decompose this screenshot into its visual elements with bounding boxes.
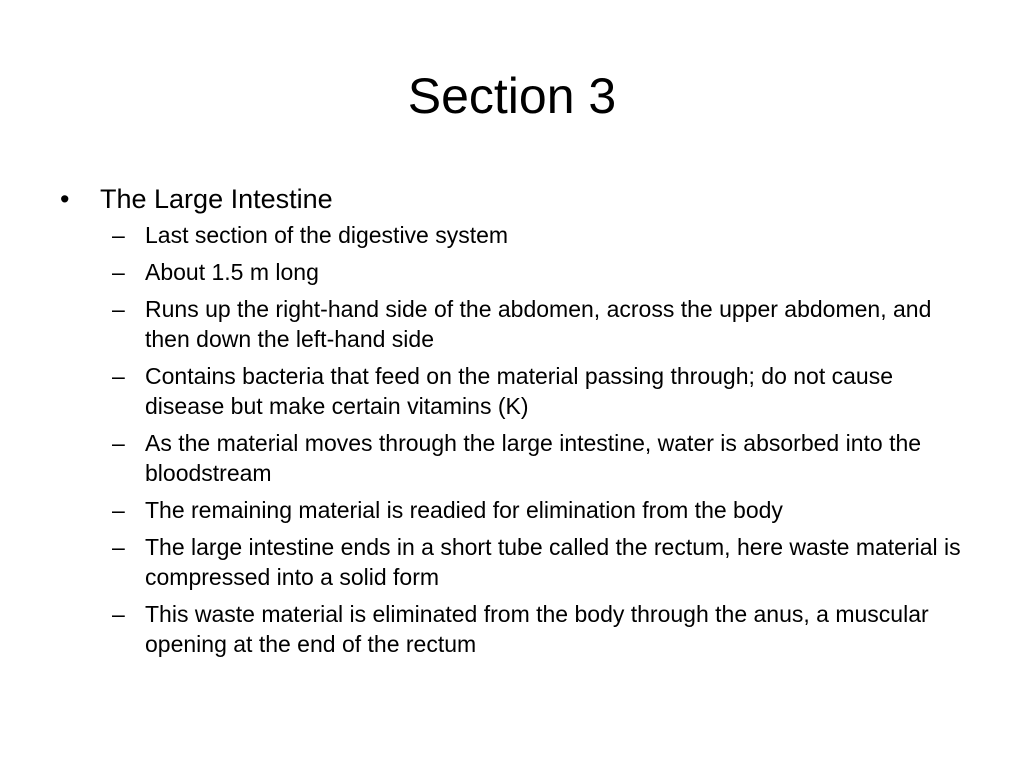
sub-bullet-text: The remaining material is readied for elimination from the body	[145, 497, 783, 523]
bullet-text: The Large Intestine	[100, 184, 333, 214]
dash-marker: –	[112, 363, 125, 389]
sub-bullet-list	[60, 220, 970, 659]
sub-bullet-text: About 1.5 m long	[145, 259, 319, 285]
sub-bullet-text: This waste material is eliminated from the body through the anus, a muscular opening at the end of the rectum	[145, 601, 929, 657]
slide-content	[60, 180, 970, 666]
slide-title: Section 3	[407, 68, 617, 124]
sub-bullet-item	[60, 495, 970, 525]
sub-bullet-item	[60, 294, 970, 354]
dash-marker: –	[112, 296, 125, 322]
dash-marker: –	[112, 534, 125, 560]
dash-marker: –	[112, 430, 125, 456]
bullet-item	[60, 180, 970, 218]
dash-marker: –	[112, 259, 125, 285]
dash-marker: –	[112, 601, 125, 627]
dash-marker: –	[112, 222, 125, 248]
sub-bullet-item	[60, 599, 970, 659]
dash-marker: –	[112, 497, 125, 523]
sub-bullet-text: Runs up the right-hand side of the abdomen, across the upper abdomen, and then down the left-hand side	[145, 296, 932, 352]
sub-bullet-item	[60, 428, 970, 488]
sub-bullet-item	[60, 532, 970, 592]
bullet-marker: •	[60, 184, 70, 214]
sub-bullet-item	[60, 361, 970, 421]
sub-bullet-text: Last section of the digestive system	[145, 222, 509, 248]
sub-bullet-text: Contains bacteria that feed on the material passing through; do not cause disease but make certain vitamins (K)	[145, 363, 893, 419]
sub-bullet-text: As the material moves through the large intestine, water is absorbed into the bloodstream	[145, 430, 922, 486]
sub-bullet-item	[60, 220, 970, 250]
sub-bullet-text: The large intestine ends in a short tube called the rectum, here waste material is compressed into a solid form	[145, 534, 961, 590]
sub-bullet-item	[60, 257, 970, 287]
